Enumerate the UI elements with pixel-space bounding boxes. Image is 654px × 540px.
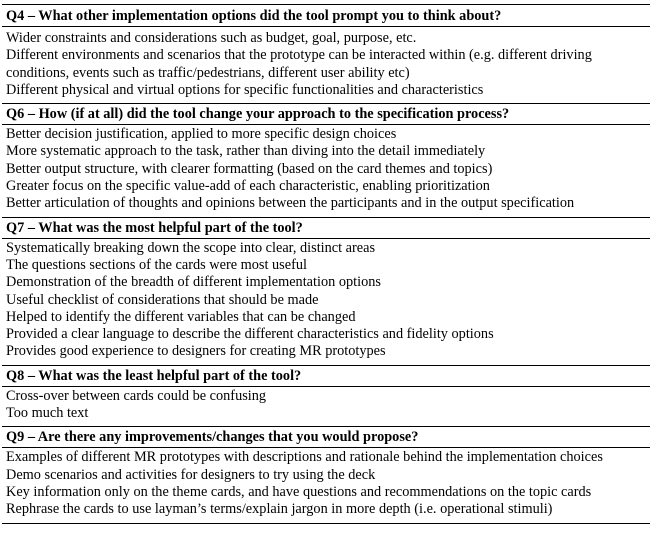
- answer-item: Better decision justification, applied to more specific design choices: [6, 126, 397, 143]
- question-section-q7: [2, 218, 650, 366]
- questionnaire-table: [2, 4, 650, 524]
- answer-list: [2, 448, 650, 520]
- question-section-q8: [2, 366, 650, 428]
- answer-item: Too much text: [6, 405, 89, 422]
- answer-item: Better articulation of thoughts and opinions between the participants and in the output specification: [6, 195, 575, 212]
- answer-item: Helped to identify the different variables that can be changed: [6, 308, 356, 325]
- answer-list: [2, 125, 650, 214]
- answer-item: Provided a clear language to describe the different characteristics and fidelity options: [6, 326, 494, 343]
- question-section-q9: [2, 427, 650, 523]
- answer-item: Greater focus on the specific value-add of each characteristic, enabling prioritization: [6, 178, 490, 195]
- question-section-q4: [2, 5, 650, 104]
- question-section-q6: [2, 104, 650, 217]
- answer-list: [2, 27, 650, 101]
- question-header: Q4 – What other implementation options did the tool prompt you to think about?: [2, 5, 650, 27]
- answer-item: Systematically breaking down the scope into clear, distinct areas: [6, 239, 376, 256]
- answer-item: Rephrase the cards to use layman’s terms/explain jargon in more depth (i.e. operational stimuli): [6, 501, 553, 518]
- question-header: Q9 – Are there any improvements/changes that you would propose?: [2, 427, 650, 448]
- answer-item: Different environments and scenarios that the prototype can be interacted within (e.g. different driving conditions, events such as traffic/pedestrians, different user ability etc): [6, 47, 592, 81]
- question-header: Q8 – What was the least helpful part of the tool?: [2, 366, 650, 387]
- answer-item: Cross-over between cards could be confusing: [6, 387, 267, 404]
- question-header: Q6 – How (if at all) did the tool change your approach to the specification process?: [2, 104, 650, 125]
- answer-item: Demonstration of the breadth of different implementation options: [6, 274, 381, 291]
- answer-item: The questions sections of the cards were most useful: [6, 256, 307, 273]
- answer-list: [2, 387, 650, 425]
- question-header: Q7 – What was the most helpful part of the tool?: [2, 218, 650, 239]
- answer-list: [2, 239, 650, 363]
- answer-item: More systematic approach to the task, rather than diving into the detail immediately: [6, 143, 486, 160]
- answer-item: Useful checklist of considerations that should be made: [6, 291, 319, 308]
- answer-item: Demo scenarios and activities for designers to try using the deck: [6, 466, 376, 483]
- answer-item: Examples of different MR prototypes with descriptions and rationale behind the implementation choices: [6, 449, 603, 466]
- answer-item: Key information only on the theme cards, and have questions and recommendations on the topic cards: [6, 483, 592, 500]
- answer-item: Different physical and virtual options for specific functionalities and characteristics: [6, 81, 484, 98]
- answer-item: Better output structure, with clearer formatting (based on the card themes and topics): [6, 160, 493, 177]
- answer-item: Wider constraints and considerations such as budget, goal, purpose, etc.: [6, 30, 417, 46]
- answer-item: Provides good experience to designers for creating MR prototypes: [6, 343, 386, 360]
